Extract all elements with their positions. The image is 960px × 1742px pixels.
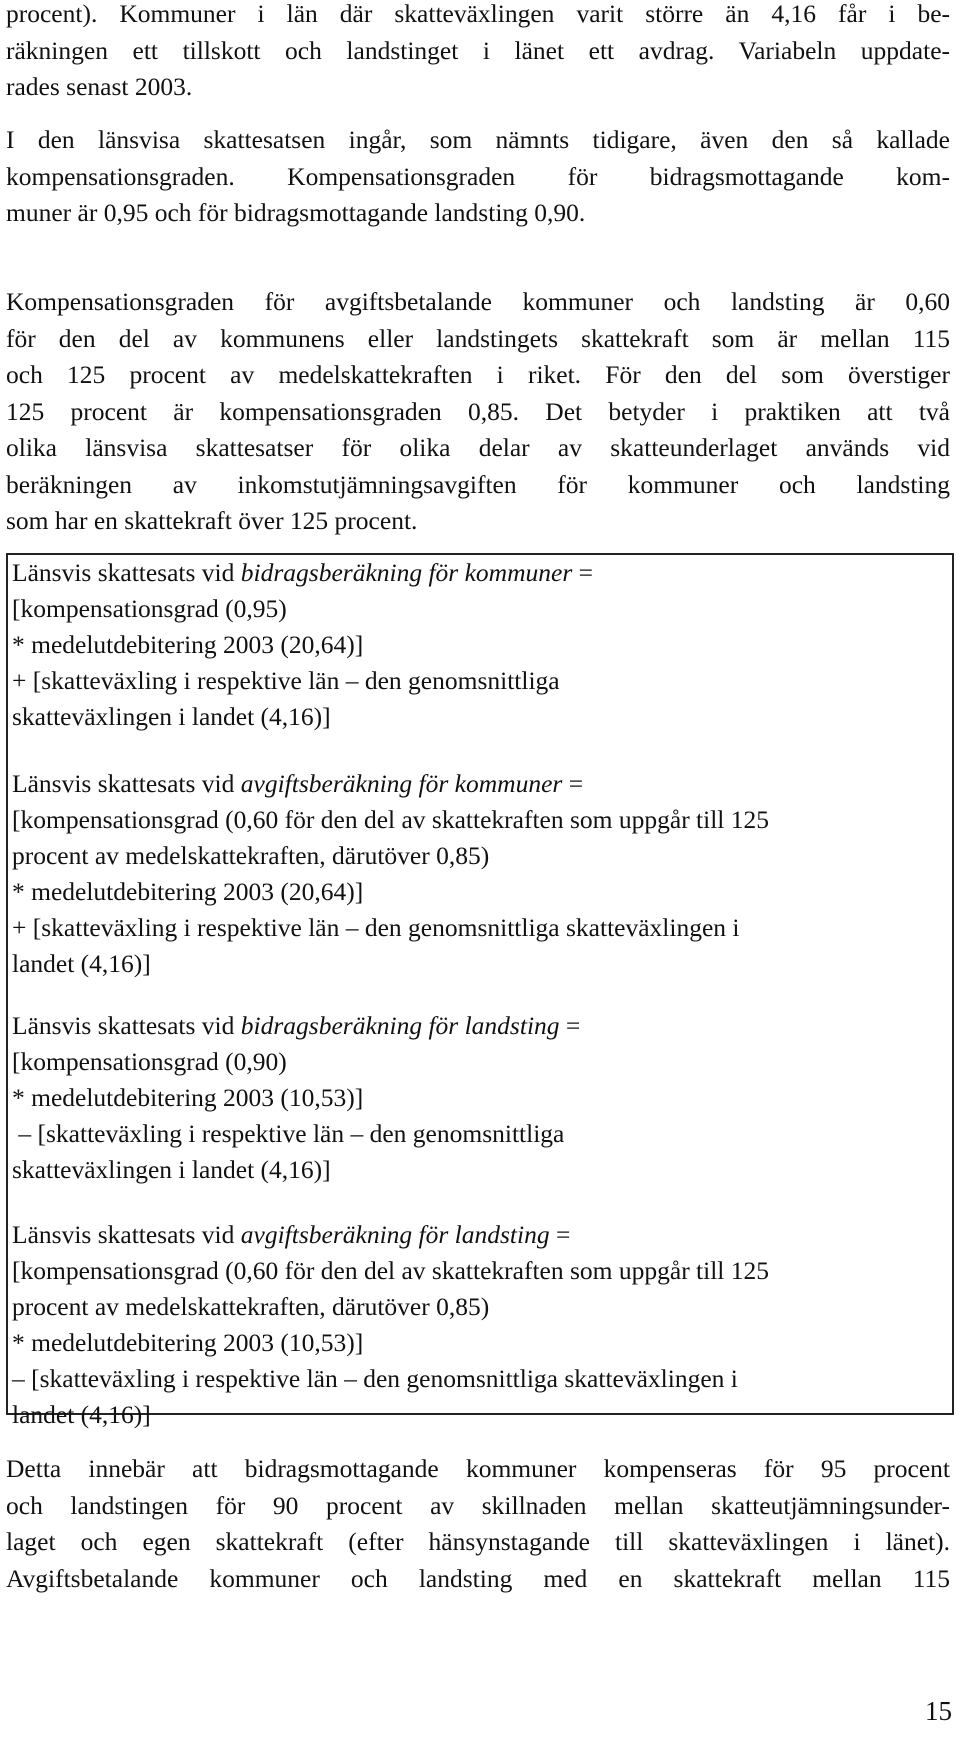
formula-heading	[12, 766, 769, 802]
formula-emphasis: avgiftsberäkning för landsting	[240, 1220, 550, 1249]
text-line: räkningen ett tillskott och landstinget i länet ett avdrag. Variabeln uppdate-	[6, 35, 950, 65]
text-line: muner är 0,95 och för bidragsmottagande landsting 0,90.	[6, 198, 586, 227]
formula-prefix: Länsvis skattesats vid	[12, 769, 241, 798]
text-line: olika länsvisa skattesatser för olika delar av skatteunderlaget används vid	[6, 433, 950, 462]
formula-suffix: =	[549, 1220, 571, 1249]
formula-line: landet (4,16)]	[12, 949, 151, 978]
formula-suffix: =	[559, 1011, 581, 1040]
formula-bidrag-landsting	[12, 1008, 580, 1188]
text-line: och landstingen för 90 procent av skillnaden mellan skatteutjämningsunder-	[6, 1490, 950, 1520]
formula-emphasis: avgiftsberäkning för kommuner	[240, 769, 563, 798]
text-line: Detta innebär att bidragsmottagande kommuner kompenseras för 95 procent	[6, 1454, 950, 1483]
paragraph-fee-paying	[6, 284, 950, 540]
formula-box	[6, 553, 954, 1429]
formula-avgift-kommuner	[12, 766, 769, 982]
text-line: som har en skattekraft över 125 procent.	[6, 506, 418, 535]
page-number: 15	[925, 1696, 952, 1726]
formula-line: – [skatteväxling i respektive län – den genomsnittliga skatteväxlingen i	[12, 1364, 738, 1393]
formula-prefix: Länsvis skattesats vid	[12, 1011, 241, 1040]
text-line: beräkningen av inkomstutjämningsavgiften för kommuner och landsting	[6, 469, 950, 499]
formula-line: – [skatteväxling i respektive län – den genomsnittliga	[12, 1119, 565, 1148]
formula-line: [kompensationsgrad (0,95)	[12, 594, 287, 623]
formula-line: skatteväxlingen i landet (4,16)]	[12, 702, 331, 731]
formula-bidrag-kommuner	[12, 555, 593, 735]
formula-heading	[12, 1008, 580, 1044]
formula-emphasis: bidragsberäkning för landsting	[240, 1011, 560, 1040]
formula-line: [kompensationsgrad (0,90)	[12, 1047, 287, 1076]
formula-prefix: Länsvis skattesats vid	[12, 558, 241, 587]
formula-prefix: Länsvis skattesats vid	[12, 1220, 241, 1249]
text-line: 125 procent är kompensationsgraden 0,85. Det betyder i praktiken att två	[6, 396, 950, 426]
formula-heading	[12, 555, 593, 591]
text-line: I den länsvisa skattesatsen ingår, som nämnts tidigare, även den så kallade	[6, 125, 950, 154]
formula-emphasis: bidragsberäkning för kommuner	[240, 558, 573, 587]
formula-line: skatteväxlingen i landet (4,16)]	[12, 1155, 331, 1184]
formula-line: * medelutdebitering 2003 (20,64)]	[12, 877, 364, 906]
formula-line: [kompensationsgrad (0,60 för den del av skattekraften som uppgår till 125	[12, 1256, 770, 1285]
text-line: för den del av kommunens eller landstingets skattekraft som är mellan 115	[6, 323, 950, 353]
formula-heading	[12, 1217, 769, 1253]
text-line: laget och egen skattekraft (efter hänsynstagande till skatteväxlingen i länet).	[6, 1527, 950, 1556]
formula-avgift-landsting	[12, 1217, 769, 1433]
paragraph-compensation-degree	[6, 122, 950, 232]
paragraph-intro	[6, 0, 950, 106]
formula-line: + [skatteväxling i respektive län – den genomsnittliga	[12, 666, 560, 695]
text-line: procent). Kommuner i län där skatteväxlingen varit större än 4,16 får i be-	[6, 0, 950, 28]
formula-line: [kompensationsgrad (0,60 för den del av skattekraften som uppgår till 125	[12, 805, 770, 834]
formula-line: landet (4,16)]	[12, 1400, 151, 1429]
formula-line: procent av medelskattekraften, därutöver 0,85)	[12, 1292, 490, 1321]
text-line: rades senast 2003.	[6, 72, 193, 101]
formula-line: * medelutdebitering 2003 (10,53)]	[12, 1083, 364, 1112]
formula-line: procent av medelskattekraften, därutöver 0,85)	[12, 841, 490, 870]
formula-line: * medelutdebitering 2003 (20,64)]	[12, 630, 364, 659]
formula-suffix: =	[562, 769, 584, 798]
formula-line: + [skatteväxling i respektive län – den genomsnittliga skatteväxlingen i	[12, 913, 740, 942]
text-line: Avgiftsbetalande kommuner och landsting med en skattekraft mellan 115	[6, 1563, 950, 1593]
formula-line: * medelutdebitering 2003 (10,53)]	[12, 1328, 364, 1357]
text-line: kompensationsgraden. Kompensationsgraden för bidragsmottagande kom-	[6, 161, 950, 191]
paragraph-conclusion	[6, 1451, 950, 1597]
text-line: Kompensationsgraden för avgiftsbetalande kommuner och landsting är 0,60	[6, 287, 950, 316]
formula-suffix: =	[572, 558, 594, 587]
text-line: och 125 procent av medelskattekraften i riket. För den del som överstiger	[6, 360, 950, 389]
